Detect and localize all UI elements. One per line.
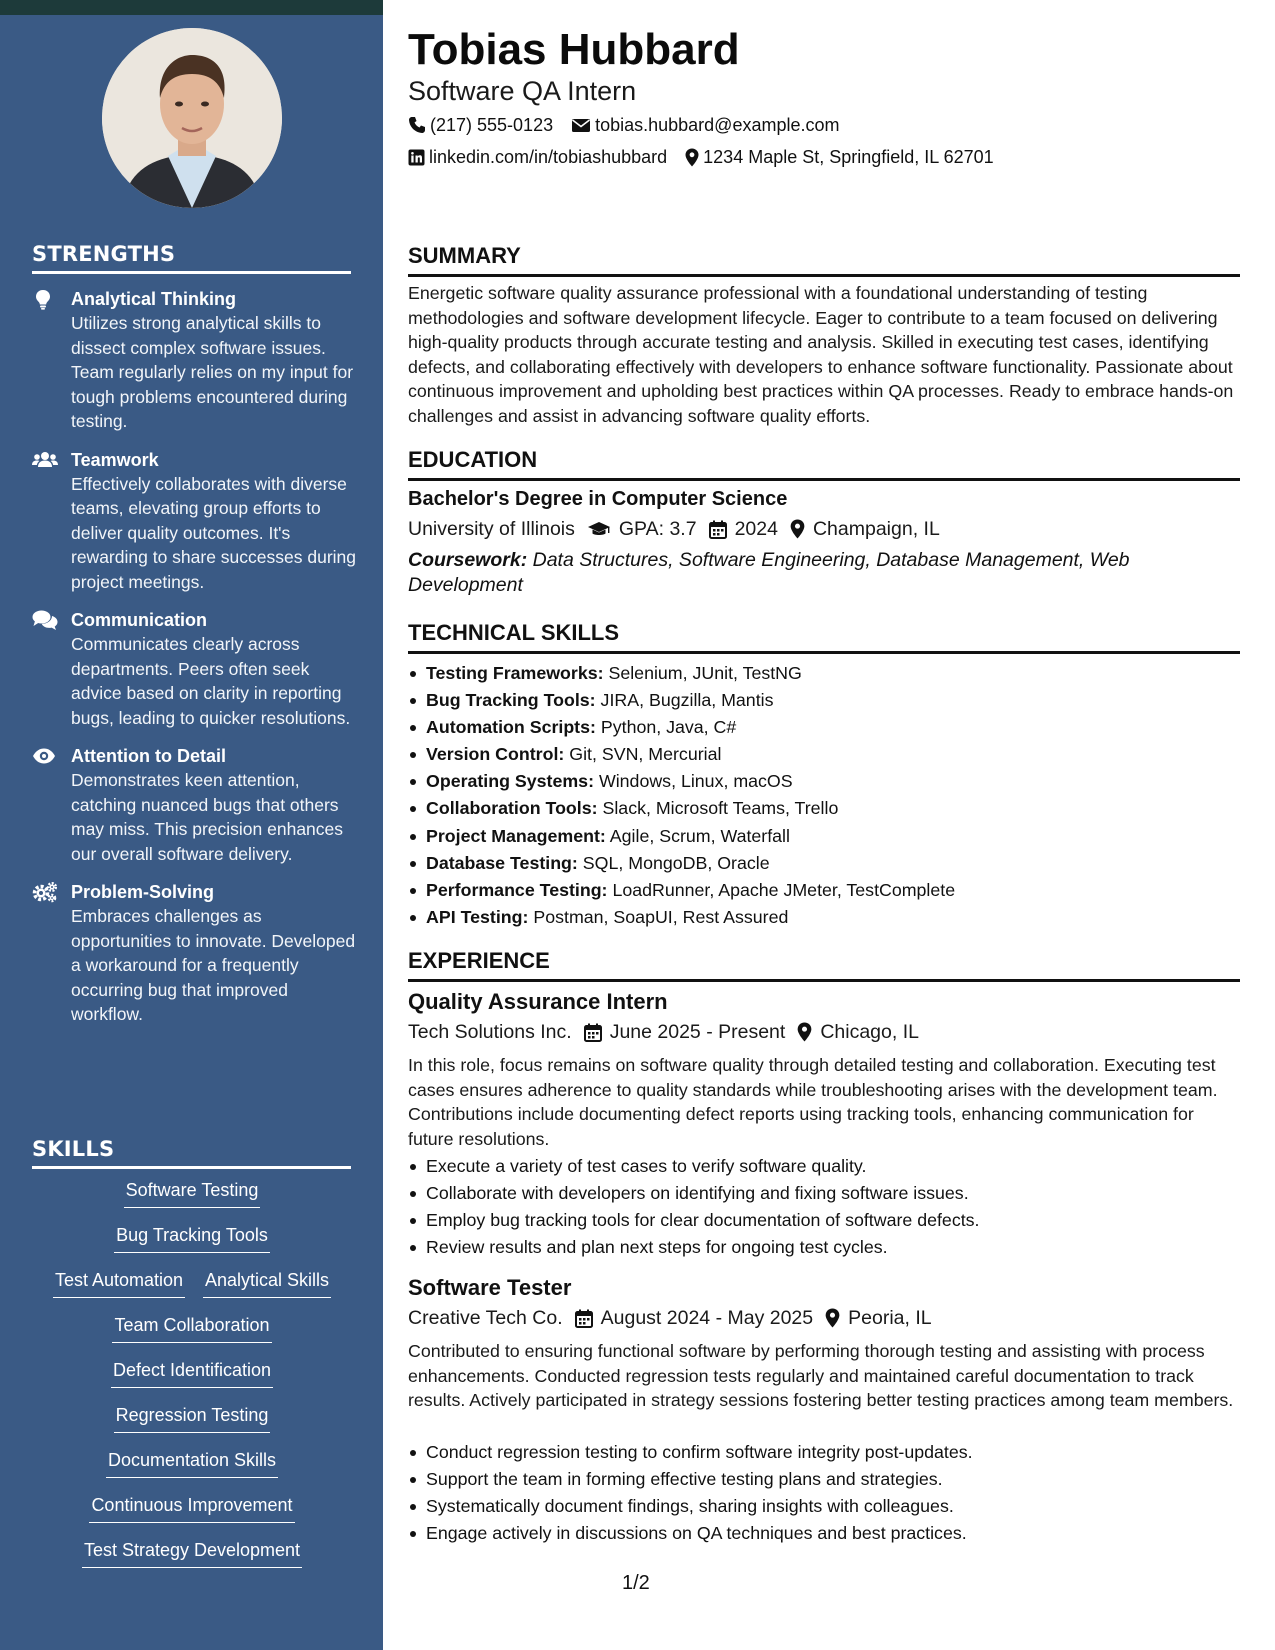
strength-desc: Embraces challenges as opportunities to innovate. Developed a workaround for a frequently occurring bug that improved workflow. xyxy=(71,906,356,1024)
school-location: Champaign, IL xyxy=(812,518,940,540)
job-summary: Contributed to ensuring functional software by performing thorough testing and assisting with process enhancements. Conducted regression tests regularly and maintained careful documentation to track results. Actively participated in strategy sessions fostering better testing practices among team members. xyxy=(408,1341,1234,1411)
job-bullets xyxy=(426,1439,1226,1547)
phone-text: (217) 555-0123 xyxy=(430,115,554,135)
list-item xyxy=(426,850,1226,877)
job-location: Chicago, IL xyxy=(820,1021,919,1043)
skill-label: Bug Tracking Tools: xyxy=(426,690,596,711)
skill-tag: Bug Tracking Tools xyxy=(114,1223,270,1253)
strength-title: Problem-Solving xyxy=(71,882,215,902)
skill-value: Python, Java, C# xyxy=(600,717,737,738)
education-meta xyxy=(408,516,940,542)
company-name: Creative Tech Co. xyxy=(408,1307,563,1329)
list-item xyxy=(426,687,1226,714)
comments-icon xyxy=(32,609,58,631)
skill-tag: Continuous Improvement xyxy=(89,1493,294,1523)
skill-value: LoadRunner, Apache JMeter, TestComplete xyxy=(612,879,956,900)
list-item: Review results and plan next steps for ongoing test cycles. xyxy=(426,1234,1226,1261)
address-text: 1234 Maple St, Springfield, IL 62701 xyxy=(703,147,994,167)
skill-tag: Software Testing xyxy=(124,1178,261,1208)
skill-label: Testing Frameworks: xyxy=(426,663,604,683)
skill-label: API Testing: xyxy=(426,906,529,927)
calendar-icon xyxy=(584,1023,602,1042)
skill-value: Postman, SoapUI, Rest Assured xyxy=(533,906,789,927)
page-number: 1/2 xyxy=(622,1572,650,1594)
linkedin-link[interactable]: linkedin.com/in/tobiashubbard xyxy=(429,147,668,167)
skill-value: Selenium, JUnit, TestNG xyxy=(608,663,802,683)
job-bullets xyxy=(426,1153,1226,1261)
strength-title: Teamwork xyxy=(71,449,159,470)
technical-skills-list xyxy=(426,660,1226,931)
company-name: Tech Solutions Inc. xyxy=(408,1021,572,1043)
job-title: Software Tester xyxy=(408,1275,572,1300)
email-link[interactable]: tobias.hubbard@example.com xyxy=(595,115,840,135)
list-item xyxy=(426,768,1226,795)
candidate-role: Software QA Intern xyxy=(408,76,637,106)
calendar-icon xyxy=(575,1309,593,1328)
map-pin-icon xyxy=(685,148,699,167)
skill-label: Project Management: xyxy=(426,825,606,846)
skill-label: Version Control: xyxy=(426,744,565,765)
degree-title: Bachelor's Degree in Computer Science xyxy=(408,488,788,510)
gpa-text: GPA: 3.7 xyxy=(618,518,697,540)
map-pin-icon xyxy=(790,519,805,539)
skill-label: Automation Scripts: xyxy=(426,717,596,738)
strength-item xyxy=(32,880,362,1027)
candidate-name: Tobias Hubbard xyxy=(408,25,740,74)
technical-skills-heading: TECHNICAL SKILLS xyxy=(408,619,1240,654)
list-item xyxy=(426,823,1226,850)
strength-desc: Utilizes strong analytical skills to dissect complex software issues. Team regularly relies on my input for tough problems encountered during testing. xyxy=(71,313,354,431)
skill-value: Git, SVN, Mercurial xyxy=(569,744,722,765)
list-item: Employ bug tracking tools for clear documentation of software defects. xyxy=(426,1207,1226,1234)
summary-heading: SUMMARY xyxy=(408,242,1240,277)
phone-icon xyxy=(408,116,426,134)
graduation-year: 2024 xyxy=(734,518,778,540)
contact-row-1 xyxy=(408,113,858,137)
coursework-text: Data Structures, Software Engineering, Database Management, Web Development xyxy=(408,549,1130,596)
eye-icon xyxy=(32,745,58,767)
strengths-list xyxy=(32,287,362,1041)
strength-desc: Effectively collaborates with diverse teams, elevating group efforts to deliver quality outcomes. It's rewarding to share successes during project meetings. xyxy=(71,473,357,592)
job-meta xyxy=(408,1305,932,1331)
list-item: Execute a variety of test cases to verify software quality. xyxy=(426,1153,1226,1180)
education-heading: EDUCATION xyxy=(408,446,1240,481)
skills-heading: SKILLS xyxy=(32,1137,351,1169)
skill-value: JIRA, Bugzilla, Mantis xyxy=(600,690,774,711)
summary-text: Energetic software quality assurance professional with a foundational understanding of testing methodologies and software development lifecycle. Eager to contribute to a team focused on delivering high-quality products through accurate testing and analysis. Skilled in executing test cases, identifying defects, and collaborating effectively with developers to enhance software functionality. Passionate about continuous improvement and upholding best practices within QA processes. Ready to embrace hands-on challenges and assist in advancing software quality efforts. xyxy=(408,283,1234,426)
list-item xyxy=(426,660,1226,687)
skill-value: Agile, Scrum, Waterfall xyxy=(609,825,790,846)
job-summary: In this role, focus remains on software quality through detailed testing and collaboration. Executing test cases ensures adherence to quality standards while troubleshooting arises with the development team. Contributions include documenting defect reports using tracking tools, enhancing communication for future resolutions. xyxy=(408,1055,1218,1149)
list-item: Systematically document findings, sharing insights with colleagues. xyxy=(426,1493,1226,1520)
map-pin-icon xyxy=(825,1308,840,1328)
skill-tag: Team Collaboration xyxy=(112,1313,271,1343)
envelope-icon xyxy=(571,117,591,133)
contact-row-2 xyxy=(408,145,1012,169)
avatar xyxy=(102,28,282,208)
skill-tag: Defect Identification xyxy=(111,1358,273,1388)
strength-title: Attention to Detail xyxy=(71,746,226,766)
skill-tag: Regression Testing xyxy=(114,1403,271,1433)
skills-list xyxy=(32,1178,352,1583)
skill-value: Windows, Linux, macOS xyxy=(598,771,793,792)
job-location: Peoria, IL xyxy=(848,1307,932,1329)
skill-tag: Analytical Skills xyxy=(203,1268,331,1298)
list-item xyxy=(426,904,1226,931)
list-item: Conduct regression testing to confirm software integrity post-updates. xyxy=(426,1439,1226,1466)
skill-tag: Test Automation xyxy=(53,1268,185,1298)
skill-tag: Documentation Skills xyxy=(106,1448,278,1478)
users-icon xyxy=(32,449,58,471)
strength-item xyxy=(32,608,362,730)
strength-title: Communication xyxy=(71,610,208,630)
skill-tag: Test Strategy Development xyxy=(82,1538,302,1568)
strengths-heading: STRENGTHS xyxy=(32,242,351,274)
coursework xyxy=(408,548,1188,597)
list-item xyxy=(426,795,1226,822)
experience-heading: EXPERIENCE xyxy=(408,947,1240,982)
list-item: Support the team in forming effective testing plans and strategies. xyxy=(426,1466,1226,1493)
skill-value: SQL, MongoDB, Oracle xyxy=(582,852,770,873)
strength-title: Analytical Thinking xyxy=(71,289,237,309)
list-item xyxy=(426,741,1226,768)
list-item: Engage actively in discussions on QA techniques and best practices. xyxy=(426,1520,1226,1547)
job-dates: June 2025 - Present xyxy=(609,1021,786,1043)
skill-value: Slack, Microsoft Teams, Trello xyxy=(602,798,839,819)
strength-desc: Demonstrates keen attention, catching nuanced bugs that others may miss. This precision enhances our overall software delivery. xyxy=(71,770,344,864)
strength-item xyxy=(32,448,362,595)
linkedin-icon xyxy=(408,149,425,166)
list-item xyxy=(426,877,1226,904)
skill-label: Performance Testing: xyxy=(426,879,608,900)
job-title: Quality Assurance Intern xyxy=(408,989,668,1014)
skill-label: Database Testing: xyxy=(426,852,578,873)
lightbulb-icon xyxy=(32,288,58,310)
map-pin-icon xyxy=(797,1022,812,1042)
strength-item xyxy=(32,287,362,434)
graduation-cap-icon xyxy=(587,520,611,538)
list-item: Collaborate with developers on identifying and fixing software issues. xyxy=(426,1180,1226,1207)
job-dates: August 2024 - May 2025 xyxy=(600,1307,814,1329)
job-meta xyxy=(408,1019,919,1045)
skill-label: Operating Systems: xyxy=(426,771,594,792)
sidebar xyxy=(0,0,383,1650)
gears-icon xyxy=(32,881,58,903)
calendar-icon xyxy=(709,520,727,539)
strength-item xyxy=(32,744,362,866)
skill-label: Collaboration Tools: xyxy=(426,798,598,819)
list-item xyxy=(426,714,1226,741)
school-name: University of Illinois xyxy=(408,518,575,540)
strength-desc: Communicates clearly across departments. Peers often seek advice based on clarity in reporting bugs, leading to quicker resolutions. xyxy=(71,634,351,728)
sidebar-top-bar xyxy=(0,0,383,15)
coursework-label: Coursework: xyxy=(408,549,528,571)
